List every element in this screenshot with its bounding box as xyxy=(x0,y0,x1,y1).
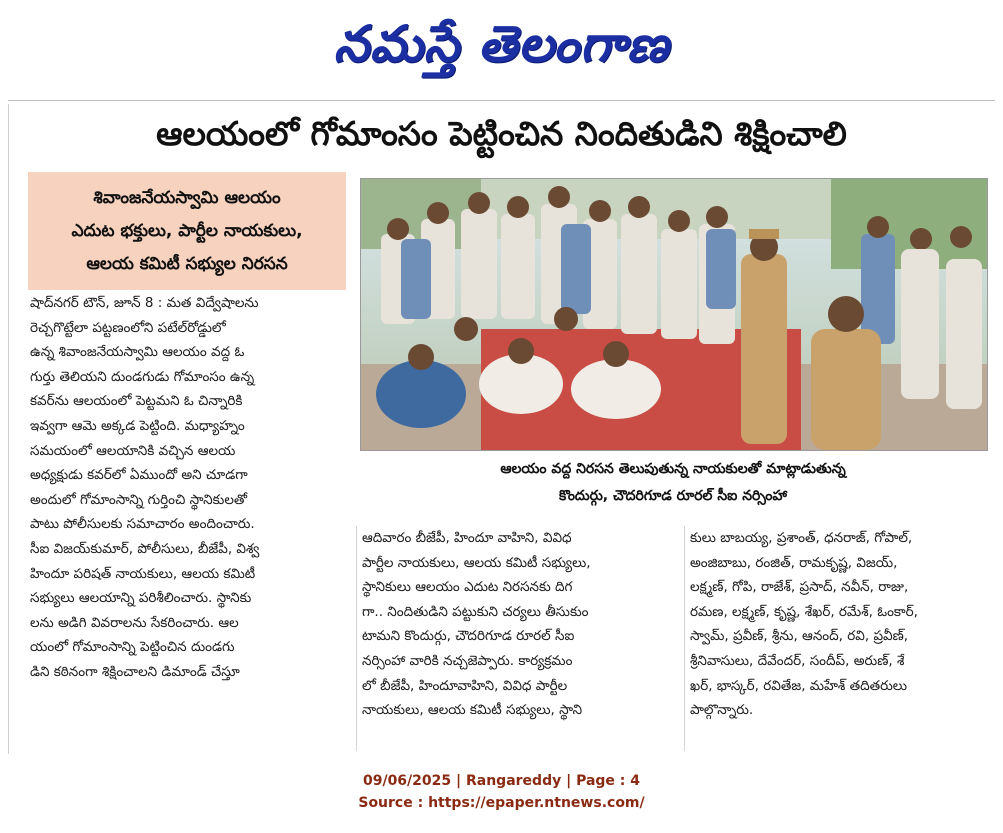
body-line: ఆదివారం బీజేపీ, హిందూ వాహిని, వివిధ xyxy=(362,530,572,546)
body-line: సభ్యులు ఆలయాన్ని పరిశీలించారు. స్థానికు xyxy=(30,590,252,607)
body-line: అంజిబాబు, రంజిత్, రామకృష్ణ, విజయ్, xyxy=(690,554,898,571)
body-line: స్థానికులు ఆలయం ఎదుట నిరసనకు దిగ xyxy=(362,579,573,596)
source-link: Source : https://epaper.ntnews.com/ xyxy=(358,795,645,811)
body-line: లక్ష్మణ్, గోపి, రాజేశ్, ప్రసాద్, నవీన్, రాజు, xyxy=(690,579,909,596)
body-line: ఖర్, భాస్కర్, రవితేజ, మహేశ్ తదితరులు xyxy=(690,677,908,694)
newspaper-masthead: నమస్తే తెలంగాణ xyxy=(333,15,670,73)
body-line: హిందూ పరిషత్ నాయకులు, ఆలయ కమిటీ xyxy=(30,565,256,582)
body-line: ఉన్న శివాంజనేయస్వామి ఆలయం వద్ద ఓ xyxy=(30,344,245,361)
body-line: ఇవ్వగా ఆమె అక్కడ పెట్టింది. మధ్యాహ్నం xyxy=(30,417,245,434)
news-photo xyxy=(360,178,988,451)
body-line: సమయంలో ఆలయానికి వచ్చిన ఆలయ xyxy=(30,442,236,459)
body-line: నాయకులు, ఆలయ కమిటీ సభ్యులు, స్థాని xyxy=(362,702,583,719)
body-line: అధ్యక్షుడు కవర్‌లో ఏముందో అని చూడగా xyxy=(30,467,248,484)
body-line: లో బీజేపీ, హిందూవాహిని, వివిధ పార్టీల xyxy=(362,677,568,694)
subheading-line: ఎదుట భక్తులు, పార్టీల నాయకులు, xyxy=(71,220,303,241)
body-line: డిని కఠినంగా శిక్షించాలని డిమాండ్ చేస్తూ xyxy=(30,663,240,680)
body-line: సీఐ విజయ్‌కుమార్, పోలీసులు, బీజేపీ, విశ్వ xyxy=(30,540,260,557)
caption-line: కొందుర్గు, చౌదరిగూడ రూరల్ సీఐ నర్సింహా xyxy=(559,488,787,504)
body-line: యంలో గోమాంసాన్ని పెట్టించిన దుండగు xyxy=(30,639,235,656)
page-left-rule xyxy=(8,104,9,754)
body-line: శ్రీనివాసులు, దేవేందర్, సందీప్, అరుణ్, శే xyxy=(690,652,905,669)
body-line: స్వామ్, ప్రవీణ్, శ్రీను, ఆనంద్, రవి, ప్రవీణ్, xyxy=(690,628,909,645)
article-headline: ఆలయంలో గోమాంసం పెట్టించిన నిందితుడిని శిక్షించాలి xyxy=(156,114,847,153)
body-line: పాటు పోలీసులకు సమాచారం అందించారు. xyxy=(30,516,255,533)
column-divider xyxy=(356,526,357,751)
article-column-2 xyxy=(362,526,680,723)
masthead-divider xyxy=(8,100,995,101)
body-line: పాల్గొన్నారు. xyxy=(690,702,754,719)
body-line: కవర్‌ను ఆలయంలో పెట్టమని ఓ చిన్నారికి xyxy=(30,393,243,410)
photo-caption xyxy=(360,456,986,512)
page-footer xyxy=(0,770,1003,814)
body-line: టామని కొందుర్గు, చౌదరిగూడ రూరల్ సీఐ xyxy=(362,628,575,645)
body-line: షాద్‌నగర్ టౌన్, జూన్ 8 : మత విద్వేషాలను xyxy=(30,295,259,311)
body-line: రమణ, లక్ష్మణ్, కృష్ణ, శేఖర్, రమేశ్, ఓంకార్, xyxy=(690,603,918,620)
edition-info: 09/06/2025 | Rangareddy | Page : 4 xyxy=(362,773,641,789)
subheading-line: ఆలయ కమిటీ సభ్యుల నిరసన xyxy=(86,253,288,274)
body-line: అందులో గోమాంసాన్ని గుర్తించి స్థానికులతో xyxy=(30,491,248,508)
caption-line: ఆలయం వద్ద నిరసన తెలుపుతున్న నాయకులతో మాట్లాడుతున్న xyxy=(500,461,846,477)
body-line: లను అడిగి వివరాలను సేకరించారు. ఆల xyxy=(30,614,239,631)
body-line: పార్టీల నాయకులు, ఆలయ కమిటీ సభ్యులు, xyxy=(362,554,591,571)
protest-photo-illustration xyxy=(361,179,987,450)
column-divider xyxy=(684,526,685,751)
body-line: కులు బాబయ్య, ప్రశాంత్, ధనరాజ్, గోపాల్, xyxy=(690,530,913,546)
body-line: గుర్తు తెలియని దుండగుడు గోమాంసం ఉన్న xyxy=(30,368,255,385)
article-column-3 xyxy=(690,526,990,723)
subheading-line: శివాంజనేయస్వామి ఆలయం xyxy=(93,187,281,208)
body-line: రెచ్చగొట్టేలా పట్టణంలోని పటేల్‌రోడ్డులో xyxy=(30,319,226,336)
body-line: నర్సింహా వారికి నచ్చజెప్పారు. కార్యక్రమం xyxy=(362,652,573,669)
body-line: గా.. నిందితుడిని పట్టుకుని చర్యలు తీసుకుం xyxy=(362,603,589,620)
article-column-1 xyxy=(30,291,358,685)
subheading-box xyxy=(28,172,346,290)
